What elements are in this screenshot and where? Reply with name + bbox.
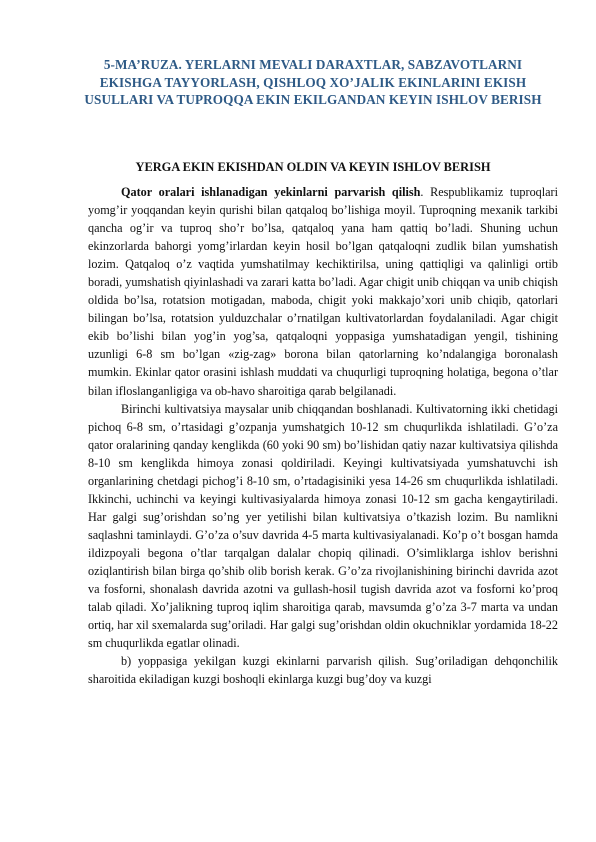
paragraph-1 — [88, 183, 558, 400]
paragraph-1-lead: Qator oralari ishlanadigan yekinlarni parvarish qilish — [121, 185, 421, 199]
body-text — [88, 183, 558, 688]
paragraph-2: Birinchi kultivatsiya maysalar unib chiqqandan boshlanadi. Kultivatorning ikki chetidagi pichoq 6-8 sm, o’rtasidagi g’ozpanja yumshatgich 10-12 sm chuqurlikda ishlatiladi. G’o’za qator oralarining qanday kenglikda (60 yoki 90 sm) bo’lishidan qatiy nazar kultivatsiya qilishda 8-10 sm kenglikda himoya zonasi qoldiriladi. Keyingi kultivatsiyada yumshatuvchi ish organlarining chetdagi pichog’i 8-10 sm, o’rtadagisiniki yesa 14-26 sm chuqurlikda ishlatiladi. Ikkinchi, uchinchi va keyingi kultivasiyalarda himoya zonasi 10-12 sm gacha kengaytiriladi. Har galgi sug’orishdan so’ng yer yetilishi bilan kultivatsiya o’tkazish lozim. Bu namlikni saqlashni taminlaydi. G’o’za o’suv davrida 4-5 marta kultivasiyalanadi. Ko’p o’t bosgan hamda ildizpoyali begona o’tlar tarqalgan dalalar chopiq qilinadi. O’simliklarga ishlov berishni oziqlantirish bilan birga qo’shib olib borish kerak. G’o’za rivojlanishining birinchi davrida azot va fosforni, shonalash davrida azotni va gullash-hosil tugish davrida azot va fosforni ko’proq talab qiladi. Xo’jalikning tuproq iqlim sharoitiga qarab, mavsumda g’o’za 3-7 marta va undan ortiq, har xil sxemalarda sug’oriladi. Har galgi sug’orishdan oldin okuchniklar yordamida 18-22 sm chuqurlikda egatlar olinadi. — [88, 401, 558, 651]
section-title: YERGA EKIN EKISHDAN OLDIN VA KEYIN ISHLOV BERISH — [135, 160, 491, 174]
lecture-title: 5-MA’RUZA. YERLARNI MEVALI DARAXTLAR, SABZAVOTLARNI EKISHGA TAYYORLASH, QISHLOQ XO’JALIK EKINLARINI EKISH USULLARI VA TUPROQQA EKIN EKILGANDAN KEYIN ISHLOV BERISH — [84, 57, 542, 107]
paragraph-3: b) yoppasiga yekilgan kuzgi ekinlarni parvarish qilish. Sug’oriladigan dehqonchilik sharoitida ekiladigan kuzgi boshoqli ekinlarga kuzgi bug’doy va kuzgi — [88, 654, 558, 687]
paragraph-1-text: . Respublikamiz tuproqlari yomg’ir yoqqandan keyin qurishi bilan qatqaloq bo’lishiga moyil. Tuproqning mexanik tarkibi qancha og’ir va tuproq sho’r bo’lsa, qatqaloq yana ham qattiq bo’ladi. Shuning uchun ekinzorlarda bahorgi yomg’irlardan keyin hosil bo’lgan qatqaloqni zudlik bilan yumshatish lozim. Qatqaloq o’z vaqtida yumshatilmay kechiktirilsa, uning qattiqligi va qalinligi ortib boradi, yumshatish qiyinlashadi va zarari katta bo’ladi. Agar chigit unib chiqqan va unib chiqish oldida bo’lsa, rotatsion motigadan, maboda, chigit yoki makkajo’xori unib chiqib, qatorlari bilingan bo’lsa, rotatsion yulduzchalar o’rnatilgan kultivatorlardan foydalaniladi. Agar chigit ekib bo’lishi bilan yog’in yog’sa, qatqaloqni yoppasiga yumshatadigan yengil, tishining uzunligi 6-8 sm bo’lgan «zig-zag» borona bilan qatorlarning ko’ndalangiga boronalash mumkin. Ekinlar qator orasini ishlash muddati va chuqurligi tuproqning holatiga, begona o’tlar bilan ifloslanganligiga va ob-havo sharoitiga qarab belgilanadi. — [88, 185, 558, 398]
